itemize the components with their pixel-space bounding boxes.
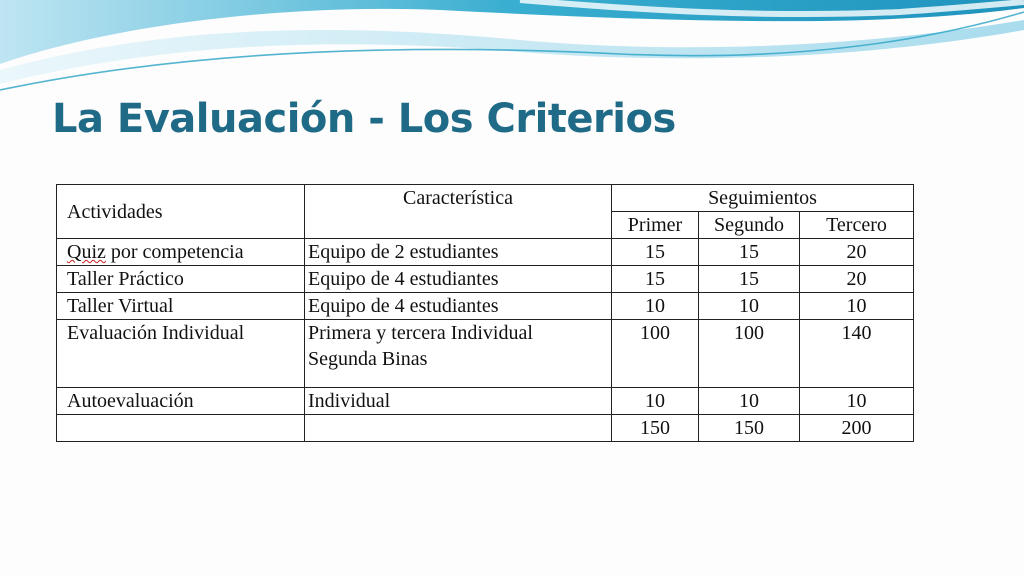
header-tercero: Tercero bbox=[800, 212, 914, 239]
segundo-value: 15 bbox=[699, 239, 800, 266]
header-primer: Primer bbox=[612, 212, 699, 239]
actividad-cell: Taller Práctico bbox=[57, 266, 305, 293]
total-segundo: 150 bbox=[699, 415, 800, 442]
table-row bbox=[57, 388, 914, 415]
actividad-cell: Evaluación Individual bbox=[57, 320, 305, 388]
actividad-cell: Taller Virtual bbox=[57, 293, 305, 320]
caracteristica-cell: Individual bbox=[305, 388, 612, 415]
header-actividades: Actividades bbox=[57, 185, 305, 239]
primer-value: 15 bbox=[612, 239, 699, 266]
primer-value: 15 bbox=[612, 266, 699, 293]
header-segundo: Segundo bbox=[699, 212, 800, 239]
table-row bbox=[57, 320, 914, 388]
header-caracteristica: Característica bbox=[305, 185, 612, 239]
segundo-value: 15 bbox=[699, 266, 800, 293]
caracteristica-cell: Equipo de 4 estudiantes bbox=[305, 266, 612, 293]
segundo-value: 10 bbox=[699, 388, 800, 415]
header-seguimientos: Seguimientos bbox=[612, 185, 914, 212]
evaluation-criteria-table bbox=[56, 184, 914, 442]
total-primer: 150 bbox=[612, 415, 699, 442]
caracteristica-cell: Equipo de 2 estudiantes bbox=[305, 239, 612, 266]
primer-value: 10 bbox=[612, 388, 699, 415]
caracteristica-cell: Equipo de 4 estudiantes bbox=[305, 293, 612, 320]
tercero-value: 140 bbox=[800, 320, 914, 388]
segundo-value: 100 bbox=[699, 320, 800, 388]
caracteristica-cell bbox=[305, 320, 612, 388]
caracteristica-line: Segunda Binas bbox=[308, 348, 428, 370]
spellcheck-underlined-word: Quiz bbox=[67, 241, 106, 263]
slide-title: La Evaluación - Los Criterios bbox=[52, 96, 676, 142]
actividad-cell: Autoevaluación bbox=[57, 388, 305, 415]
decorative-wave-header bbox=[0, 0, 1024, 110]
tercero-value: 20 bbox=[800, 266, 914, 293]
segundo-value: 10 bbox=[699, 293, 800, 320]
primer-value: 10 bbox=[612, 293, 699, 320]
empty-cell bbox=[305, 415, 612, 442]
tercero-value: 10 bbox=[800, 388, 914, 415]
empty-cell bbox=[57, 415, 305, 442]
actividad-cell: Quiz por competencia bbox=[57, 239, 305, 266]
tercero-value: 10 bbox=[800, 293, 914, 320]
tercero-value: 20 bbox=[800, 239, 914, 266]
total-tercero: 200 bbox=[800, 415, 914, 442]
table-header-row bbox=[57, 185, 914, 212]
table-row bbox=[57, 239, 914, 266]
totals-row bbox=[57, 415, 914, 442]
table-row bbox=[57, 266, 914, 293]
caracteristica-line: Primera y tercera Individual bbox=[308, 322, 533, 344]
table-row bbox=[57, 293, 914, 320]
primer-value: 100 bbox=[612, 320, 699, 388]
